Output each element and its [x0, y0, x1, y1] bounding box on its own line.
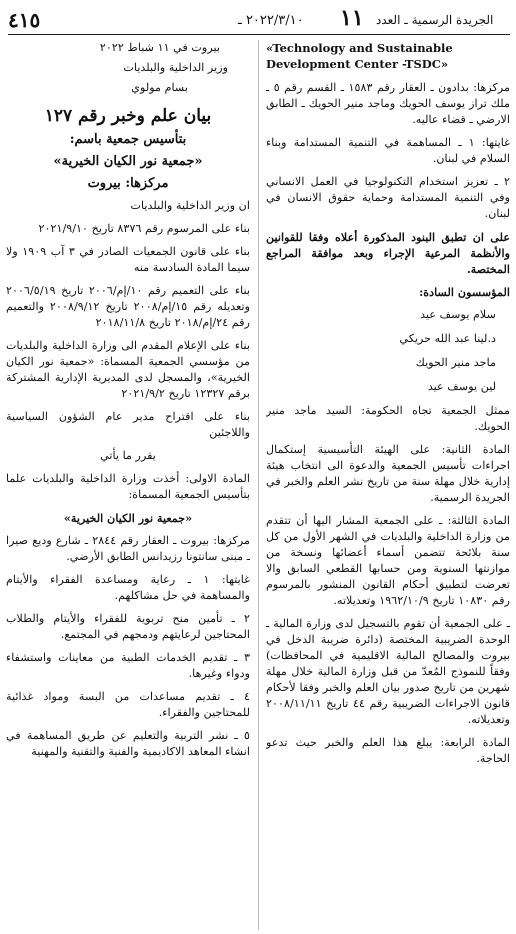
paragraph: ان وزير الداخلية والبلديات	[130, 199, 250, 212]
signature-title: وزير الداخلية والبلديات	[123, 61, 228, 74]
founders-list	[266, 307, 510, 395]
paragraph: المادة الاولى: أخذت وزارة الداخلية والبلديات علما بتأسيس الجمعية المسماة:	[6, 472, 250, 501]
association-name-repeat: «جمعية نور الكيان الخيرية»	[63, 511, 193, 525]
issue-date: ٢٠٢٢/٣/١٠ ـ	[238, 13, 304, 28]
signature-name: بسام مولوي	[131, 81, 188, 94]
issue-number: ١١	[340, 5, 364, 31]
paragraph: ٢ ـ تأمين منح تربوية للفقراء والأيتام والطلاب المحتاجين لرعايتهم ودمجهم في المجتمع.	[6, 612, 250, 641]
column-divider	[258, 40, 259, 930]
paragraph: بناء على اقتراح مدير عام الشؤون السياسية واللاجئين	[6, 410, 250, 439]
paragraph: المادة الثالثة: ـ على الجمعية المشار اليها أن تتقدم من وزارة الداخلية والبلديات في الشهر الأول من كل سنة بلائحة تتضمن أسماء أعضائها ونسخة من موازنتها السنوية ومن حسابها القطعي السابق والا تعرضت لتطبيق أحكام القانون المنشور بالمرسوم رقم ١٠٨٣٠ تاريخ ١٩٦٢/١٠/٩ وتعديلاته.	[266, 514, 510, 607]
paper-name: الجريدة الرسمية ـ العدد	[376, 13, 494, 27]
paragraph: بناء على قانون الجمعيات الصادر في ٣ آب ١٩٠٩ ولا سيما المادة السادسة منه	[6, 245, 250, 274]
left-column	[6, 40, 250, 930]
paragraph: المادة الرابعة: يبلغ هذا العلم والخبر حيث تدعو الحاجة.	[266, 736, 510, 765]
decision-line: يقرر ما يأتي	[100, 449, 156, 462]
notice-subtitle: بتأسيس جمعية باسم:	[69, 132, 187, 147]
signature-date: بيروت في ١١ شباط ٢٠٢٢	[99, 41, 220, 54]
paragraph: بناء على التعميم رقم ١٠/إم/٢٠٠٦ تاريخ ٢٠٠٦/٥/١٩ وتعديله رقم ١٥/إم/٢٠٠٨ تاريخ ٢٠٠٨/٩/١٢ والتعميم رقم ٢٤/إم/٢٠١٨ تاريخ ٢٠١٨/١١/٨	[6, 284, 250, 329]
center-english-name: «Technology and Sustainable Development Center -TSDC»	[266, 41, 453, 71]
paragraph: بناء على المرسوم رقم ٨٣٧٦ تاريخ ٢٠٢١/٩/١٠	[38, 222, 250, 235]
founder-name: ماجد منير الحويك	[415, 356, 496, 369]
right-column	[266, 40, 510, 930]
paragraph: مركزها: بدادون ـ العقار رقم ١٥٨٣ ـ القسم رقم ٥ ـ ملك تراز يوسف الحويك وماجد منير الحويك ـ الطابق الارضي ـ قضاء عاليه.	[266, 81, 510, 126]
paragraph: ٤ ـ تقديم مساعدات من البسة ومواد غذائية للمحتاجين والفقراء.	[6, 690, 250, 719]
paragraph: على ان تطبق البنود المذكورة أعلاه وفقا للقوانين والأنظمة المرعية الإجراء وبعد موافقة المراجع المختصة.	[266, 230, 510, 276]
paragraph: بناء على الإعلام المقدم الى وزارة الداخلية والبلديات من مؤسسي الجمعية المسماة: «جمعية نور الكيان الخيرية»، والمسجل لدى المديرية الإدارية المشتركة برقم ١٢٣٢٧ تاريخ ٢٠٢١/٩/٢	[6, 339, 250, 400]
paragraph: مركزها: بيروت ـ العقار رقم ٢٨٤٤ ـ شارع وديع صيرا ـ مبنى سانتونا رزيدانس الطابق الأرضي.	[6, 534, 250, 563]
paragraph: ٥ ـ نشر التربية والتعليم عن طريق المساهمة في انشاء المعاهد الاكاديمية والفنية والتقنية والمهنية	[6, 729, 250, 758]
notice-title: بيان علم وخبر رقم ١٢٧	[44, 106, 212, 126]
founder-name: لين يوسف عيد	[427, 380, 496, 393]
page-header	[8, 6, 510, 35]
page-number: ٤١٥	[8, 8, 41, 32]
paragraph: المادة الثانية: على الهيئة التأسيسية إستكمال اجراءات تأسيس الجمعية والدعوة الى انتخاب هيئة إدارية خلال مهلة سنة من تاريخ نشر العلم والخبر في الجريدة الرسمية.	[266, 443, 510, 504]
paragraph: غايتها: ١ ـ رعاية ومساعدة الفقراء والأيتام والمساهمة في حل مشاكلهم.	[6, 573, 250, 602]
association-name: «جمعية نور الكيان الخيرية»	[53, 154, 203, 169]
paragraph: غايتها: ١ ـ المساهمة في التنمية المستدامة وبناء السلام في لبنان.	[266, 136, 510, 165]
founders-title: المؤسسون السادة:	[419, 285, 510, 299]
paragraph: ـ على الجمعية أن تقوم بالتسجيل لدى وزارة المالية ـ الوحدة الضريبية المختصة (دائرة ضريبة الدخل في بيروت والمصالح المالية الاقليمية في المحافظات) وفقاً للنموذج المُعدّ من قبل وزارة المالية خلال مهلة شهرين من تاريخ صدور بيان العلم والخبر وفقا لأحكام قانون الاجراءات الضريبية رقم ٤٤ تاريخ ٢٠٠٨/١١/١١ وتعديلاته.	[266, 617, 510, 726]
paragraph: ٣ ـ تقديم الخدمات الطبية من معاينات واستشفاء ودواء وغيرها.	[6, 651, 250, 680]
founder-name: سلام يوسف عيد	[420, 308, 496, 321]
association-hq: مركزها: بيروت	[87, 176, 169, 191]
founder-name: د.لينا عبد الله حريكي	[399, 332, 496, 345]
paragraph: ٢ ـ تعزيز استخدام التكنولوجيا في العمل الانساني وفي التنمية المستدامة وحماية حقوق الانسان في لبنان.	[266, 175, 510, 220]
paragraph: ممثل الجمعية تجاه الحكومة: السيد ماجد منير الحويك.	[266, 404, 510, 433]
